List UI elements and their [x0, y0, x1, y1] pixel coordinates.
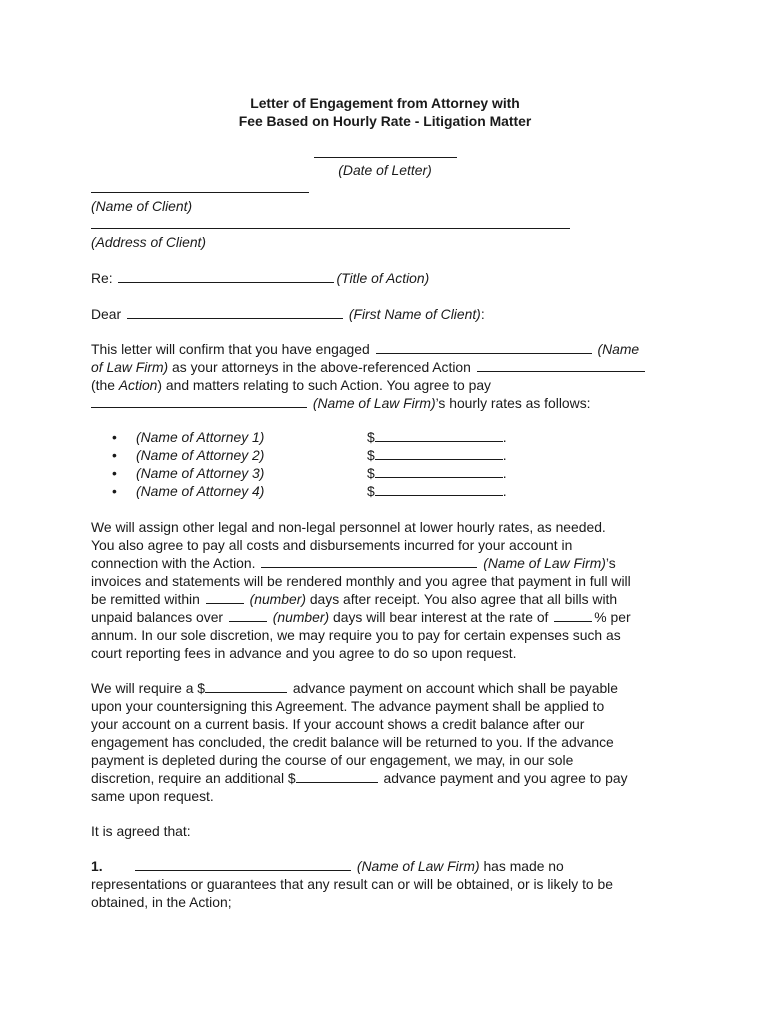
intro-text-5: (the	[91, 377, 119, 393]
re-prefix: Re:	[91, 270, 113, 286]
p3-text: We will require a $	[91, 680, 206, 696]
p2-text: (number)	[249, 591, 306, 607]
clause-1	[91, 857, 691, 911]
bullet-icon: •	[112, 429, 117, 445]
attorney-name: (Name of Attorney 2)	[136, 447, 265, 463]
rate-blank[interactable]	[375, 483, 503, 496]
intro-paragraph	[91, 340, 691, 412]
intro-text-2: (Name	[597, 341, 640, 357]
dear-label: (First Name of Client)	[348, 306, 481, 322]
date-label: (Date of Letter)	[338, 162, 432, 178]
client-name-label: (Name of Client)	[91, 198, 193, 214]
client-name-blank[interactable]	[91, 192, 309, 193]
intro-text-3: of Law Firm)	[91, 359, 169, 375]
rate-blank[interactable]	[375, 465, 503, 478]
intro-text-6: Action	[118, 377, 158, 393]
dear-suffix: :	[480, 306, 485, 322]
payment-days-blank[interactable]	[206, 591, 244, 604]
title-line-1: Letter of Engagement from Attorney with	[250, 95, 520, 111]
p2-text: days will bear interest at the rate of	[333, 609, 549, 625]
p2-line-7: annum. In our sole discretion, we may require you to pay for certain expenses such as	[91, 627, 621, 643]
list-item	[112, 464, 532, 482]
clause-line-3: obtained, in the Action;	[91, 894, 232, 910]
law-firm-blank-3[interactable]	[261, 555, 477, 568]
p3-line-4: engagement has concluded, the credit balance will be returned to you. If the advance	[91, 734, 614, 750]
rate-amount: $ .	[367, 483, 507, 499]
agreed-heading: It is agreed that:	[91, 823, 191, 839]
p2-text: days after receipt. You also agree that all bills with	[309, 591, 618, 607]
rate-amount: $ .	[367, 465, 507, 481]
clause-line-2: representations or guarantees that any result can or will be obtained, or is likely to be	[91, 876, 613, 892]
p2-text: (Name of Law Firm)	[483, 555, 606, 571]
rate-blank[interactable]	[375, 429, 503, 442]
additional-advance-blank[interactable]	[296, 770, 378, 783]
client-address-label: (Address of Client)	[91, 234, 207, 250]
p2-line-2: You also agree to pay all costs and disbursements incurred for your account in	[91, 537, 573, 553]
law-firm-blank-2[interactable]	[91, 395, 307, 408]
p2-line-8: court reporting fees in advance and you agree to do so upon request.	[91, 645, 517, 661]
p2-text: unpaid balances over	[91, 609, 224, 625]
action-title-blank[interactable]	[118, 270, 334, 283]
rate-amount: $ .	[367, 429, 507, 445]
advance-payment-paragraph	[91, 679, 691, 805]
p2-line-1: We will assign other legal and non-legal personnel at lower hourly rates, as needed.	[91, 519, 606, 535]
re-label: (Title of Action)	[336, 270, 430, 286]
rate-blank[interactable]	[375, 447, 503, 460]
p3-text: advance payment and you agree to pay	[383, 770, 628, 786]
list-item	[112, 482, 532, 500]
attorney-name: (Name of Attorney 3)	[136, 465, 265, 481]
interest-rate-blank[interactable]	[554, 609, 592, 622]
overdue-days-blank[interactable]	[229, 609, 267, 622]
p2-text: connection with the Action.	[91, 555, 256, 571]
costs-paragraph	[91, 518, 691, 662]
intro-text-9: ’s hourly rates as follows:	[435, 395, 591, 411]
p2-text: % per	[594, 609, 631, 625]
p3-text: advance payment on account which shall be payable	[292, 680, 618, 696]
clause-number: 1.	[91, 858, 103, 874]
law-firm-blank-1[interactable]	[376, 341, 592, 354]
p3-line-3: your account on a current basis. If your account shows a credit balance after our	[91, 716, 585, 732]
p3-line-2: upon your countersigning this Agreement. The advance payment shall be applied to	[91, 698, 605, 714]
intro-text-7: ) and matters relating to such Action. You agree to pay	[157, 377, 491, 393]
action-blank[interactable]	[477, 359, 645, 372]
p2-text: be remitted within	[91, 591, 200, 607]
re-line	[91, 269, 691, 287]
intro-text-4: as your attorneys in the above-referenced Action	[172, 359, 471, 375]
p3-text: discretion, require an additional $	[91, 770, 296, 786]
list-item	[112, 428, 532, 446]
clause-text: has made no	[483, 858, 564, 874]
intro-text-1: This letter will confirm that you have engaged	[91, 341, 370, 357]
document-title	[0, 94, 770, 130]
p2-line-4: invoices and statements will be rendered monthly and you agree that payment in full will	[91, 573, 631, 589]
p2-text: ’s	[605, 555, 616, 571]
bullet-icon: •	[112, 447, 117, 463]
date-blank[interactable]	[314, 157, 457, 158]
title-line-2: Fee Based on Hourly Rate - Litigation Matter	[238, 113, 532, 129]
p3-line-5: payment is depleted during the course of our engagement, we may, in our sole	[91, 752, 574, 768]
dear-prefix: Dear	[91, 306, 122, 322]
bullet-icon: •	[112, 483, 117, 499]
rate-amount: $ .	[367, 447, 507, 463]
attorney-rate-list	[112, 428, 532, 500]
p2-text: (number)	[272, 609, 330, 625]
salutation	[91, 305, 691, 323]
attorney-name: (Name of Attorney 4)	[136, 483, 265, 499]
clause-text: (Name of Law Firm)	[356, 858, 480, 874]
first-name-blank[interactable]	[127, 306, 343, 319]
list-item	[112, 446, 532, 464]
bullet-icon: •	[112, 465, 117, 481]
law-firm-blank-4[interactable]	[135, 858, 351, 871]
attorney-name: (Name of Attorney 1)	[136, 429, 265, 445]
intro-text-8: (Name of Law Firm)	[312, 395, 436, 411]
client-address-blank[interactable]	[91, 228, 570, 229]
advance-amount-blank[interactable]	[205, 680, 287, 693]
p3-line-7: same upon request.	[91, 788, 214, 804]
